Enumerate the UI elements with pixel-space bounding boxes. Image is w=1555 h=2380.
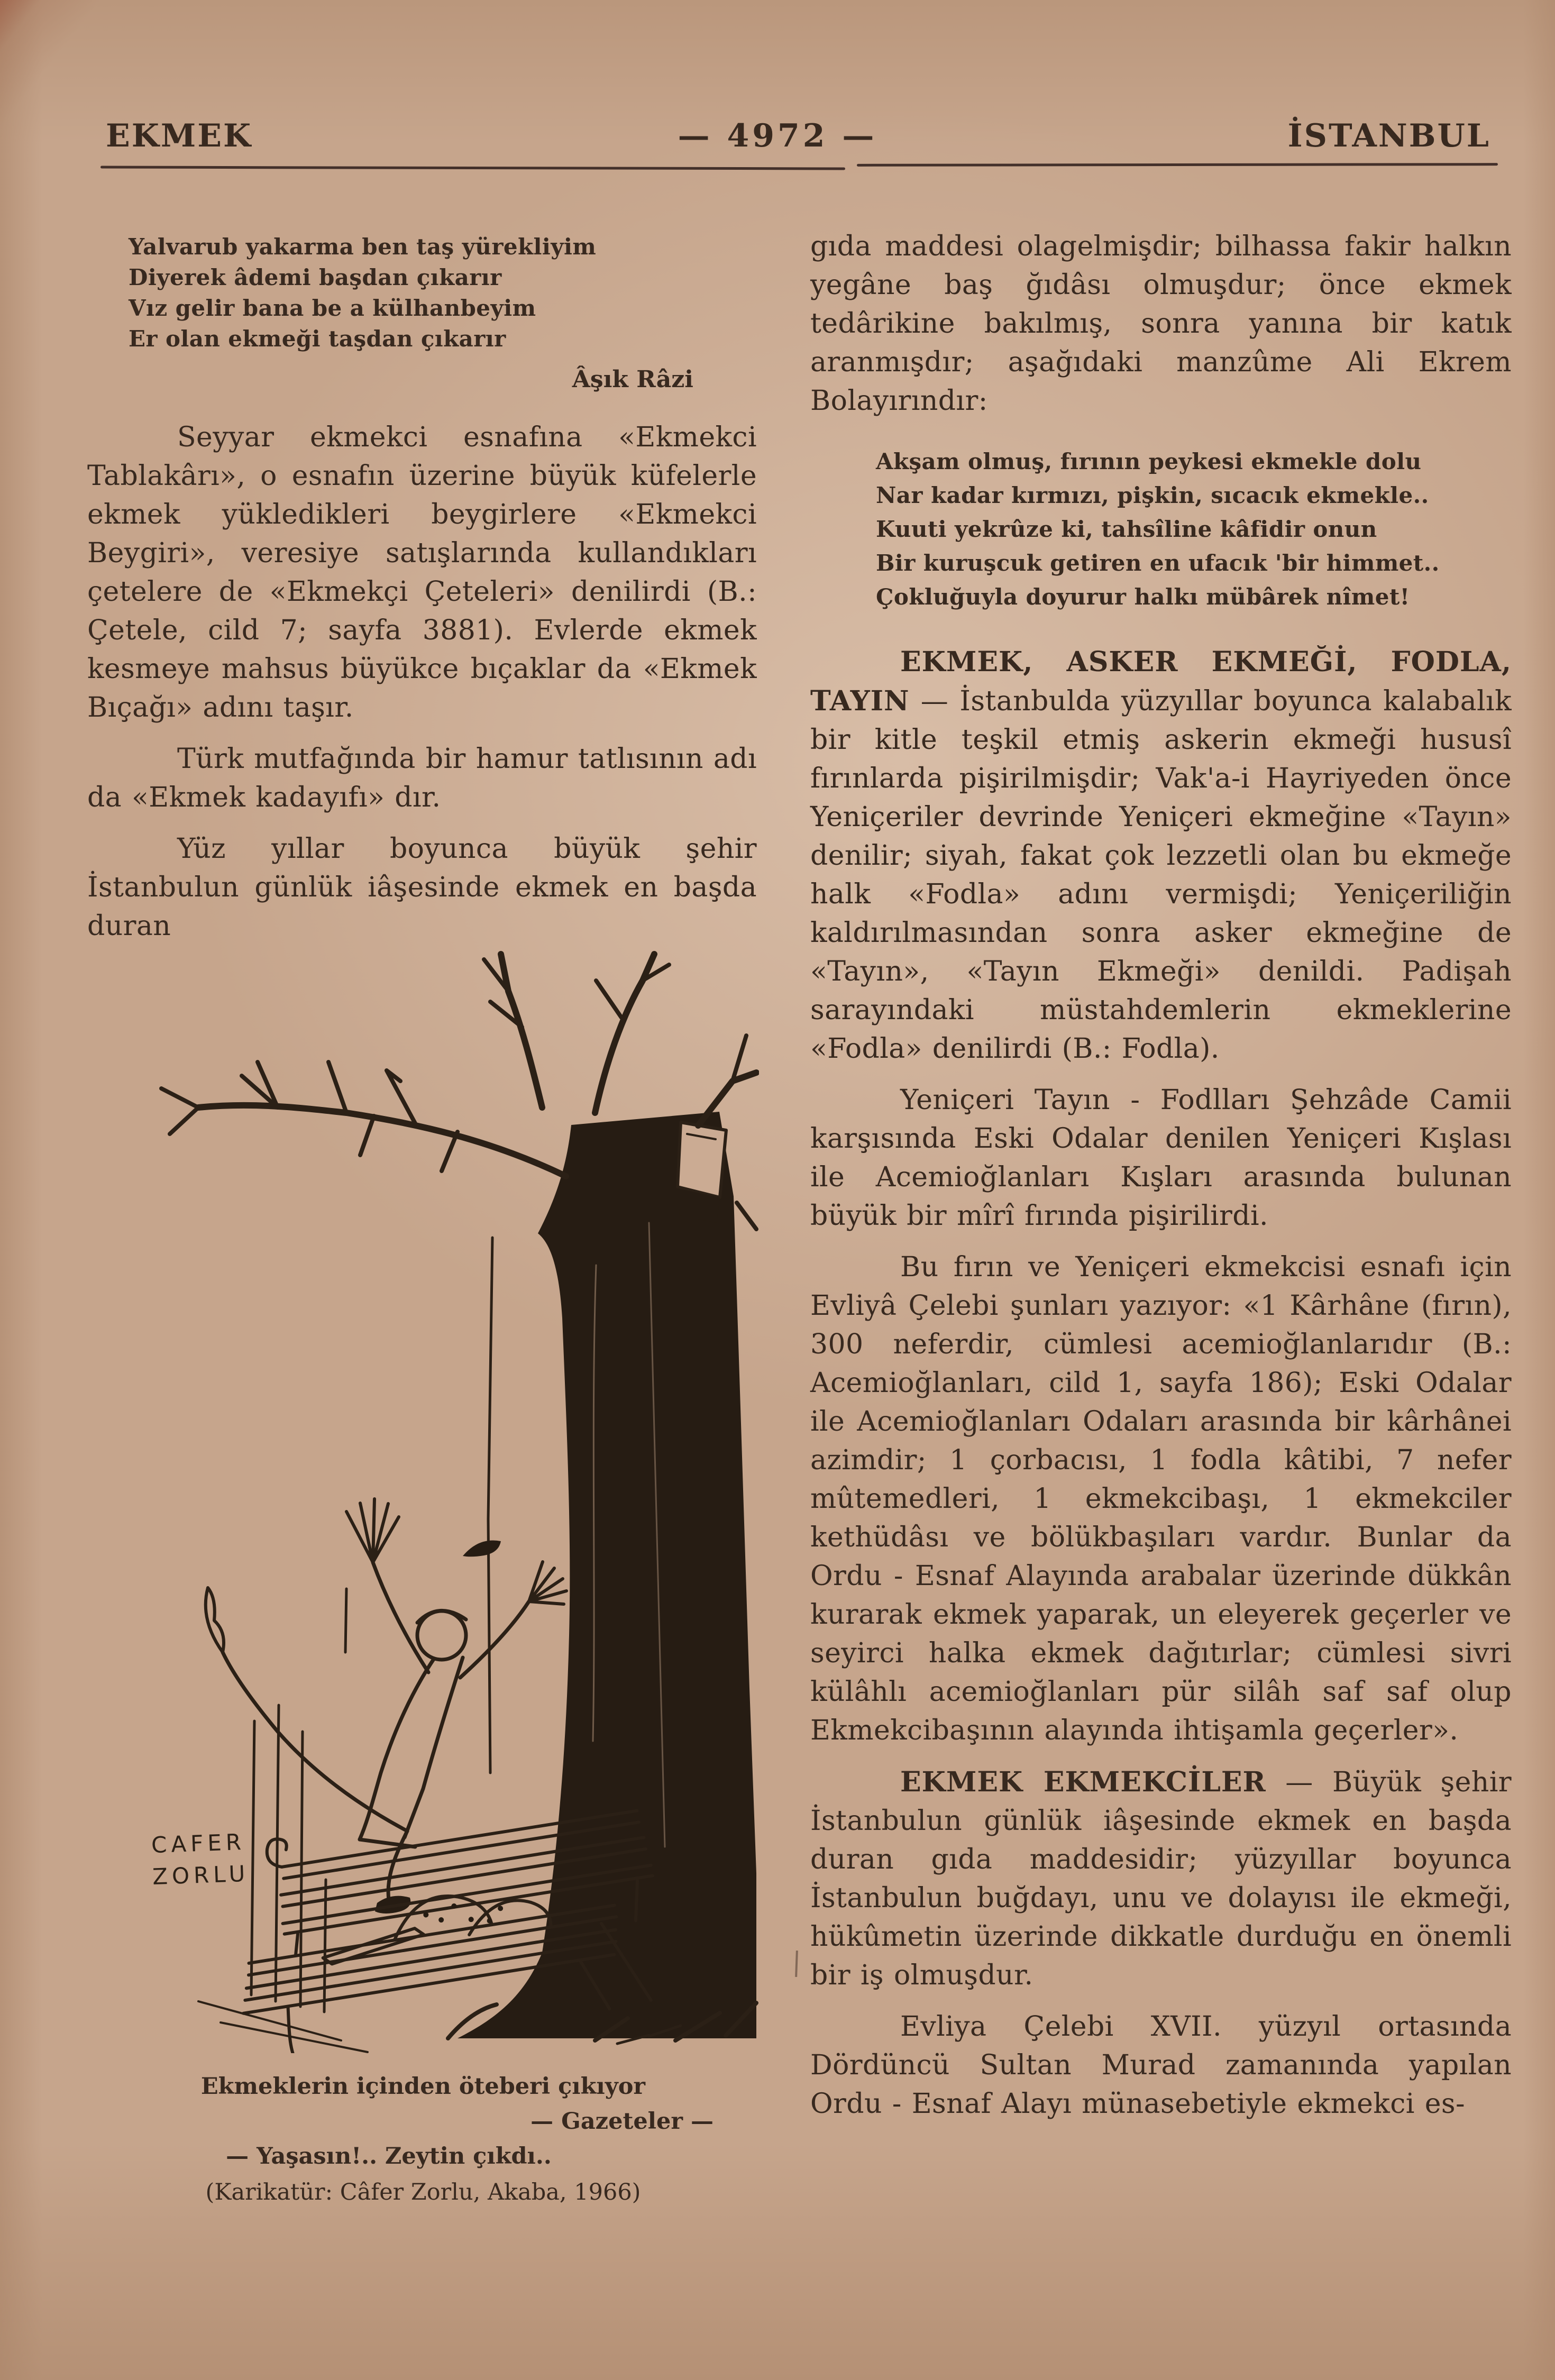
paragraph: Yüz yıllar boyunca büyük şehir İstanbulun günlük iâşesinde ekmek en başda duran bbox=[87, 833, 757, 942]
poem-line: Nar kadar kırmızı, pişkin, sıcacık ekmekle.. bbox=[876, 482, 1429, 508]
poem-block bbox=[87, 232, 757, 354]
right-column bbox=[810, 227, 1512, 2123]
svg-text:ZORLU: ZORLU bbox=[152, 1860, 250, 1890]
entry-heading: EKMEK EKMEKCİLER bbox=[900, 1766, 1266, 1798]
paragraph: EKMEK, ASKER EKMEĞİ, FODLA, TAYIN — İstanbulda yüzyıllar boyunca kalabalık bir kitle teşkil etmiş askerin ekmeği hususî fırınlarda pişirilmişdir; Vak'a-i Hayriyeden önce Yeniçeriler devrinde Yeniçeri ekmeğine «Tayın» denilir; siyah, fakat çok lezzetli olan bu ekmeğe halk «Fodla» adını vermişdi; Yeniçeriliğin kaldırılmasından sonra asker ekmeğine de «Tayın», «Tayın Ekmeği» denildi. Padişah sarayındaki müstahdemlerin ekmeklerine «Fodla» denilirdi (B.: Fodla). bbox=[810, 646, 1512, 1065]
poem-attribution: Âşık Râzi bbox=[572, 366, 693, 393]
paragraph: gıda maddesi olagelmişdir; bilhassa fakir halkın yegâne baş ğıdâsı olmuşdur; önce ekmek tedârikine bakılmış, sonra yanına bir katık aranmışdır; aşağıdaki manzûme Ali Ekrem Bolayırındır: bbox=[810, 231, 1512, 417]
entry-heading: EKMEK, ASKER EKMEĞİ, FODLA, TAYIN bbox=[810, 646, 1512, 717]
poem-line: Diyerek âdemi başdan çıkarır bbox=[129, 264, 502, 290]
scan-artifact-line bbox=[795, 1951, 798, 1977]
left-column bbox=[87, 232, 757, 946]
poem-line: Er olan ekmeği taşdan çıkarır bbox=[129, 326, 506, 352]
poem-line: Akşam olmuş, fırının peykesi ekmekle dolu bbox=[876, 448, 1422, 474]
cut-branch-stub bbox=[678, 1122, 726, 1197]
caption-quote: — Yaşasın!.. Zeytin çıkdı.. bbox=[226, 2143, 552, 2170]
cartoonist-signature bbox=[151, 1829, 250, 1890]
caption-title: Ekmeklerin içinden öteberi çıkıyor bbox=[200, 2073, 646, 2100]
poem-line: Bir kuruşcuk getiren en ufacık 'bir himmet.. bbox=[876, 550, 1440, 576]
poem-line: Çokluğuyla doyurur halkı mübârek nîmet! bbox=[876, 584, 1410, 610]
poem-line: Kuuti yekrûze ki, tahsîline kâfidir onun bbox=[876, 516, 1377, 542]
poem-line: Vız gelir bana be a külhanbeyim bbox=[129, 295, 536, 321]
paragraph: EKMEK EKMEKCİLER — Büyük şehir İstanbulun günlük iâşesinde ekmek en başda duran gıda maddesidir; yüzyıllar boyunca İstanbulun buğdayı, unu ve dolayısı ile ekmeği, hükûmetin üzerinde dikkatle durduğu en önemli bir iş olmuşdur. bbox=[810, 1766, 1512, 1991]
caricature-illustration bbox=[119, 948, 759, 2053]
paragraph: Türk mutfağında bir hamur tatlısının adı da «Ekmek kadayıfı» dır. bbox=[87, 743, 757, 813]
caption-source: — Gazeteler — bbox=[530, 2108, 714, 2135]
running-head-left: EKMEK bbox=[106, 117, 253, 154]
header-rule-left bbox=[100, 166, 845, 170]
running-head-right: İSTANBUL bbox=[1287, 117, 1490, 154]
svg-text:CAFER: CAFER bbox=[151, 1828, 246, 1859]
paragraph: Seyyar ekmekci esnafına «Ekmekci Tablakârı», o esnafın üzerine büyük küfelerle ekmek yükledikleri beygirlere «Ekmekci Beygiri», veresiye satışlarında kullandıkları çetelere de «Ekmekçi Çeteleri» denilirdi (B.: Çetele, cild 7; sayfa 3881). Evlerde ekmek kesmeye mahsus büyükce bıçaklar da «Ekmek Bıçağı» adını taşır. bbox=[87, 422, 757, 724]
illustration-caption bbox=[87, 2069, 759, 2210]
paragraph: Yeniçeri Tayın - Fodlları Şehzâde Camii karşısında Eski Odalar denilen Yeniçeri Kışlası ile Acemioğlanları Kışları arasında bulunan büyük bir mîrî fırında pişirilirdi. bbox=[810, 1084, 1512, 1232]
paragraph: Bu fırın ve Yeniçeri ekmekcisi esnafı için Evliyâ Çelebi şunları yazıyor: «1 Kârhâne (fırın), 300 neferdir, cümlesi acemioğlanlarıdır (B.: Acemioğlanları, cild 1, sayfa 186); Eski Odalar ile Acemioğlanları Odaları arasında bir kârhânei azimdir; 1 çorbacısı, 1 fodla kâtibi, 7 nefer mûtemedleri, 1 ekmekcibaşı, 1 ekmekciler kethüdâsı ve bölükbaşıları vardır. Bunlar da Ordu - Esnaf Alayında arabalar üzerinde dükkân kurarak ekmek yaparak, un eleyerek geçerler ve seyirci halka ekmek dağıtırlar; cümlesi sivri külâhlı acemioğlanları pür silâh saf saf olup Ekmekcibaşının alayında ihtişamla geçerler». bbox=[810, 1251, 1512, 1746]
poem-block bbox=[810, 445, 1512, 614]
poem-line: Yalvarub yakarma ben taş yürekliyim bbox=[129, 234, 597, 260]
header-rule-right bbox=[857, 163, 1498, 167]
caption-credit: (Karikatür: Câfer Zorlu, Akaba, 1966) bbox=[205, 2179, 641, 2205]
paragraph: Evliya Çelebi XVII. yüzyıl ortasında Dördüncü Sultan Murad zamanında yapılan Ordu - Esnaf Alayı münasebetiyle ekmekci es- bbox=[810, 2011, 1512, 2120]
page-number: — 4972 — bbox=[678, 117, 877, 154]
